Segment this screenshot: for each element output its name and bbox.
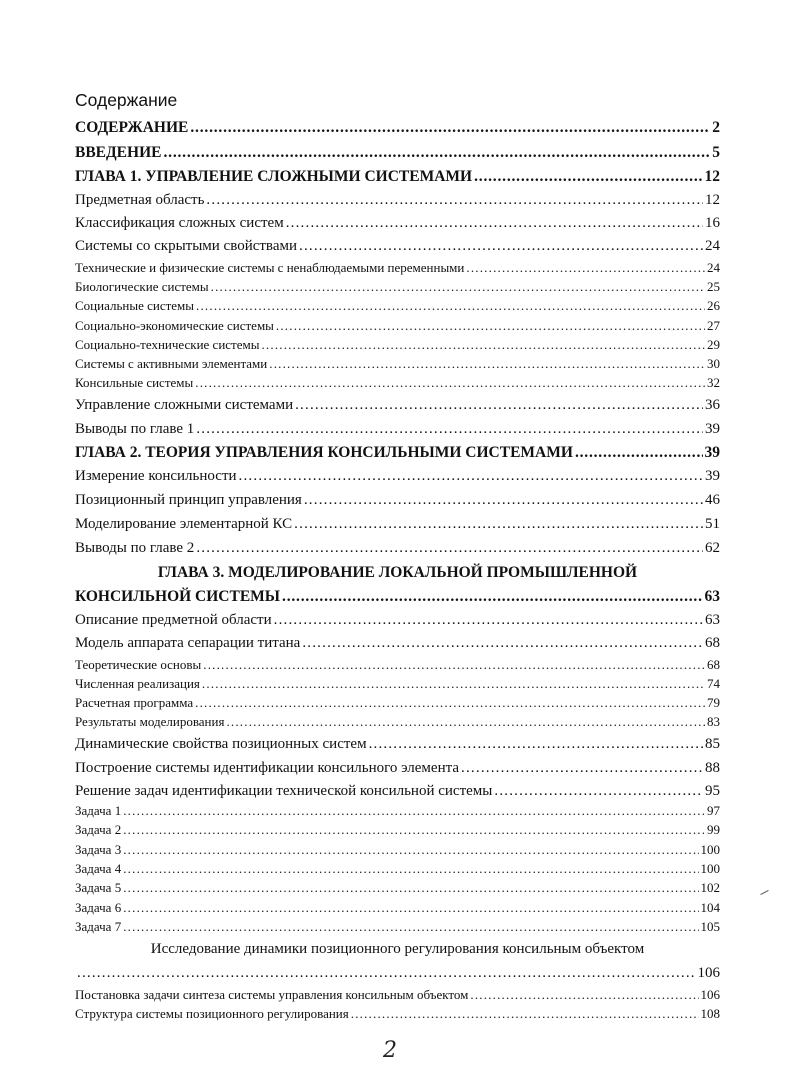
toc-entry-page: 106 xyxy=(697,965,720,981)
toc-entry-page: 51 xyxy=(705,516,720,532)
toc-entry-page: 63 xyxy=(705,612,720,628)
toc-entry-title: Постановка задачи синтеза системы управления консильным объектом xyxy=(75,987,469,1002)
dot-leader xyxy=(351,1006,699,1022)
dot-leader xyxy=(261,337,705,353)
toc-entry-page: 104 xyxy=(700,900,720,915)
dot-leader xyxy=(274,612,703,629)
toc-entry-title: Численная реализация xyxy=(75,676,200,691)
toc-entry[interactable] xyxy=(75,492,720,509)
toc-entry[interactable] xyxy=(75,635,720,652)
toc-entry[interactable] xyxy=(75,919,720,935)
toc-entry-page: 102 xyxy=(700,880,720,895)
toc-entry[interactable] xyxy=(75,375,720,391)
dot-leader xyxy=(123,919,698,935)
toc-entry[interactable] xyxy=(75,822,720,838)
dot-leader xyxy=(203,657,705,673)
dot-leader xyxy=(195,375,705,391)
toc-entry[interactable] xyxy=(75,803,720,819)
toc-entry-page: 12 xyxy=(705,192,720,208)
toc-entry-title: Задача 7 xyxy=(75,919,122,934)
toc-entry-title: Задача 4 xyxy=(75,861,122,876)
scan-mark xyxy=(760,890,768,895)
toc-entry-page: 39 xyxy=(705,468,720,484)
dot-leader xyxy=(196,298,705,314)
dot-leader xyxy=(474,168,702,186)
toc-entry[interactable] xyxy=(75,760,720,777)
dot-leader xyxy=(302,635,703,652)
toc-entry[interactable] xyxy=(75,714,720,730)
dot-leader xyxy=(123,842,698,858)
toc-entry[interactable] xyxy=(75,444,720,462)
dot-leader xyxy=(295,397,703,414)
toc-entry-page: 29 xyxy=(707,337,720,352)
toc-entry[interactable] xyxy=(75,880,720,896)
dot-leader xyxy=(494,783,703,800)
toc-entry-title: Социальные системы xyxy=(75,298,195,313)
dot-leader xyxy=(299,238,703,255)
toc-entry-title: Задача 6 xyxy=(75,900,122,915)
chapter-3-title-line-1[interactable]: ГЛАВА 3. МОДЕЛИРОВАНИЕ ЛОКАЛЬНОЙ ПРОМЫШЛЕННОЙ xyxy=(157,564,638,581)
toc-entry-title: Результаты моделирования xyxy=(75,714,225,729)
toc-entry-title: Выводы по главе 2 xyxy=(75,540,195,556)
toc-entry-title: ВВЕДЕНИЕ xyxy=(75,144,162,161)
toc-entry-page: 27 xyxy=(707,318,720,333)
toc-entry-page: 63 xyxy=(704,588,720,605)
dot-leader xyxy=(123,861,698,877)
toc-entry-page: 2 xyxy=(712,119,720,136)
toc-entry-title: Позиционный принцип управления xyxy=(75,492,302,508)
toc-heading: Содержание xyxy=(75,90,178,110)
toc-entry[interactable] xyxy=(75,260,720,276)
dot-leader xyxy=(77,965,696,982)
toc-entry[interactable] xyxy=(75,468,720,485)
toc-entry[interactable] xyxy=(75,215,720,232)
toc-entry-title: Управление сложными системами xyxy=(75,397,294,413)
dot-leader xyxy=(461,760,703,777)
toc-entry-page: 83 xyxy=(707,714,720,729)
toc-entry-title: Модель аппарата сепарации титана xyxy=(75,635,301,651)
toc-entry[interactable] xyxy=(75,192,720,209)
dot-leader xyxy=(239,468,703,485)
toc-entry-page: 74 xyxy=(707,676,720,691)
toc-entry-title: Социально-технические системы xyxy=(75,337,260,352)
toc-entry-title: Построение системы идентификации консильного элемента xyxy=(75,760,460,776)
dot-leader xyxy=(575,444,703,462)
toc-entry[interactable] xyxy=(75,861,720,877)
page-number: 2 xyxy=(383,1038,397,1063)
toc-entry[interactable] xyxy=(75,900,720,916)
toc-entry-page: 5 xyxy=(712,144,720,161)
toc-entry-title: Измерение консильности xyxy=(75,468,237,484)
toc-entry-page: 32 xyxy=(707,375,720,390)
toc-entry[interactable] xyxy=(75,298,720,314)
dot-leader xyxy=(276,318,705,334)
toc-entry[interactable] xyxy=(75,279,720,295)
toc-entry-title: Предметная область xyxy=(75,192,205,208)
toc-entry-page: 36 xyxy=(705,397,720,413)
toc-entry-title: Задача 2 xyxy=(75,822,122,837)
toc-entry-page: 79 xyxy=(707,695,720,710)
toc-entry-title: Динамические свойства позиционных систем xyxy=(75,736,367,752)
toc-entry-title: Классификация сложных систем xyxy=(75,215,284,231)
dot-leader xyxy=(202,676,705,692)
toc-entry-title: Теоретические основы xyxy=(75,657,202,672)
toc-entry-page: 68 xyxy=(705,635,720,651)
toc-entry-title: ГЛАВА 1. УПРАВЛЕНИЕ СЛОЖНЫМИ СИСТЕМАМИ xyxy=(75,168,473,185)
dot-leader xyxy=(470,987,698,1003)
toc-entry[interactable] xyxy=(75,695,720,711)
toc-entry[interactable] xyxy=(75,842,720,858)
research-heading-line-1[interactable]: Исследование динамики позиционного регулирования консильным объектом xyxy=(150,941,645,957)
toc-entry[interactable] xyxy=(75,783,720,800)
toc-entry[interactable] xyxy=(75,1006,720,1022)
dot-leader xyxy=(369,736,703,753)
toc-entry-title: Системы со скрытыми свойствами xyxy=(75,238,297,254)
toc-entry-title: ГЛАВА 2. ТЕОРИЯ УПРАВЛЕНИЯ КОНСИЛЬНЫМИ СИСТЕМАМИ xyxy=(75,444,573,461)
toc-entry-title: Задача 1 xyxy=(75,803,122,818)
dot-leader xyxy=(190,119,710,137)
toc-entry-page: 100 xyxy=(700,861,720,876)
dot-leader xyxy=(269,356,705,372)
toc-entry-page: 12 xyxy=(704,168,720,185)
toc-entry-title: Выводы по главе 1 xyxy=(75,421,195,437)
toc-entry-page: 88 xyxy=(705,760,720,776)
toc-entry[interactable] xyxy=(75,144,720,162)
toc-entry[interactable] xyxy=(75,588,720,606)
dot-leader xyxy=(304,492,703,509)
toc-entry-title: Социально-экономические системы xyxy=(75,318,274,333)
toc-entry-title: Решение задач идентификации технической консильной системы xyxy=(75,783,493,799)
toc-entry[interactable] xyxy=(75,356,720,372)
dot-leader xyxy=(196,421,703,438)
toc-entry[interactable] xyxy=(75,119,720,137)
toc-entry-title: Расчетная программа xyxy=(75,695,194,710)
toc-entry-page: 25 xyxy=(707,279,720,294)
dot-leader xyxy=(123,900,698,916)
dot-leader xyxy=(466,260,705,276)
toc-entry-title: Технические и физические системы с ненаблюдаемыми переменными xyxy=(75,260,465,275)
toc-entry-page: 26 xyxy=(707,298,720,313)
dot-leader xyxy=(123,822,705,838)
dot-leader xyxy=(206,192,703,209)
dot-leader xyxy=(196,540,703,557)
toc-entry-title: СОДЕРЖАНИЕ xyxy=(75,119,189,136)
toc-entry[interactable] xyxy=(75,965,720,982)
toc-entry-page: 24 xyxy=(705,238,720,254)
toc-entry-page: 99 xyxy=(707,822,720,837)
dot-leader xyxy=(123,803,705,819)
toc-entry-title: Системы с активными элементами xyxy=(75,356,268,371)
dot-leader xyxy=(226,714,705,730)
toc-entry-title: Описание предметной области xyxy=(75,612,272,628)
toc-entry-title: Биологические системы xyxy=(75,279,209,294)
toc-entry[interactable] xyxy=(75,612,720,629)
toc-entry[interactable] xyxy=(75,657,720,673)
toc-entry[interactable] xyxy=(75,168,720,186)
toc-entry-page: 68 xyxy=(707,657,720,672)
dot-leader xyxy=(195,695,705,711)
toc-entry[interactable] xyxy=(75,736,720,753)
toc-entry-page: 105 xyxy=(700,919,720,934)
toc-entry[interactable] xyxy=(75,540,720,557)
dot-leader xyxy=(163,144,710,162)
toc-entry-title: Задача 5 xyxy=(75,880,122,895)
toc-entry-page: 106 xyxy=(700,987,720,1002)
dot-leader xyxy=(211,279,705,295)
toc-entry-page: 16 xyxy=(705,215,720,231)
dot-leader xyxy=(282,588,702,606)
dot-leader xyxy=(286,215,703,232)
toc-entry-page: 39 xyxy=(704,444,720,461)
toc-entry[interactable] xyxy=(75,516,720,533)
toc-entry-page: 46 xyxy=(705,492,720,508)
toc-entry[interactable] xyxy=(75,676,720,692)
toc-entry[interactable] xyxy=(75,337,720,353)
toc-entry[interactable] xyxy=(75,238,720,255)
toc-entry-title: КОНСИЛЬНОЙ СИСТЕМЫ xyxy=(75,588,281,605)
toc-entry-title: Моделирование элементарной КС xyxy=(75,516,293,532)
toc-entry-page: 85 xyxy=(705,736,720,752)
toc-entry-page: 39 xyxy=(705,421,720,437)
toc-entry-page: 95 xyxy=(705,783,720,799)
toc-entry-page: 62 xyxy=(705,540,720,556)
toc-entry-page: 24 xyxy=(707,260,720,275)
toc-entry[interactable] xyxy=(75,318,720,334)
toc-entry-page: 30 xyxy=(707,356,720,371)
toc-entry[interactable] xyxy=(75,421,720,438)
toc-entry-page: 100 xyxy=(700,842,720,857)
toc-entry[interactable] xyxy=(75,987,720,1003)
toc-entry-title: Задача 3 xyxy=(75,842,122,857)
dot-leader xyxy=(294,516,703,533)
toc-entry-title: Консильные системы xyxy=(75,375,194,390)
toc-entry[interactable] xyxy=(75,397,720,414)
toc-entry-title: Структура системы позиционного регулирования xyxy=(75,1006,349,1021)
toc-entry-page: 97 xyxy=(707,803,720,818)
dot-leader xyxy=(123,880,698,896)
toc-entry-page: 108 xyxy=(700,1006,720,1021)
